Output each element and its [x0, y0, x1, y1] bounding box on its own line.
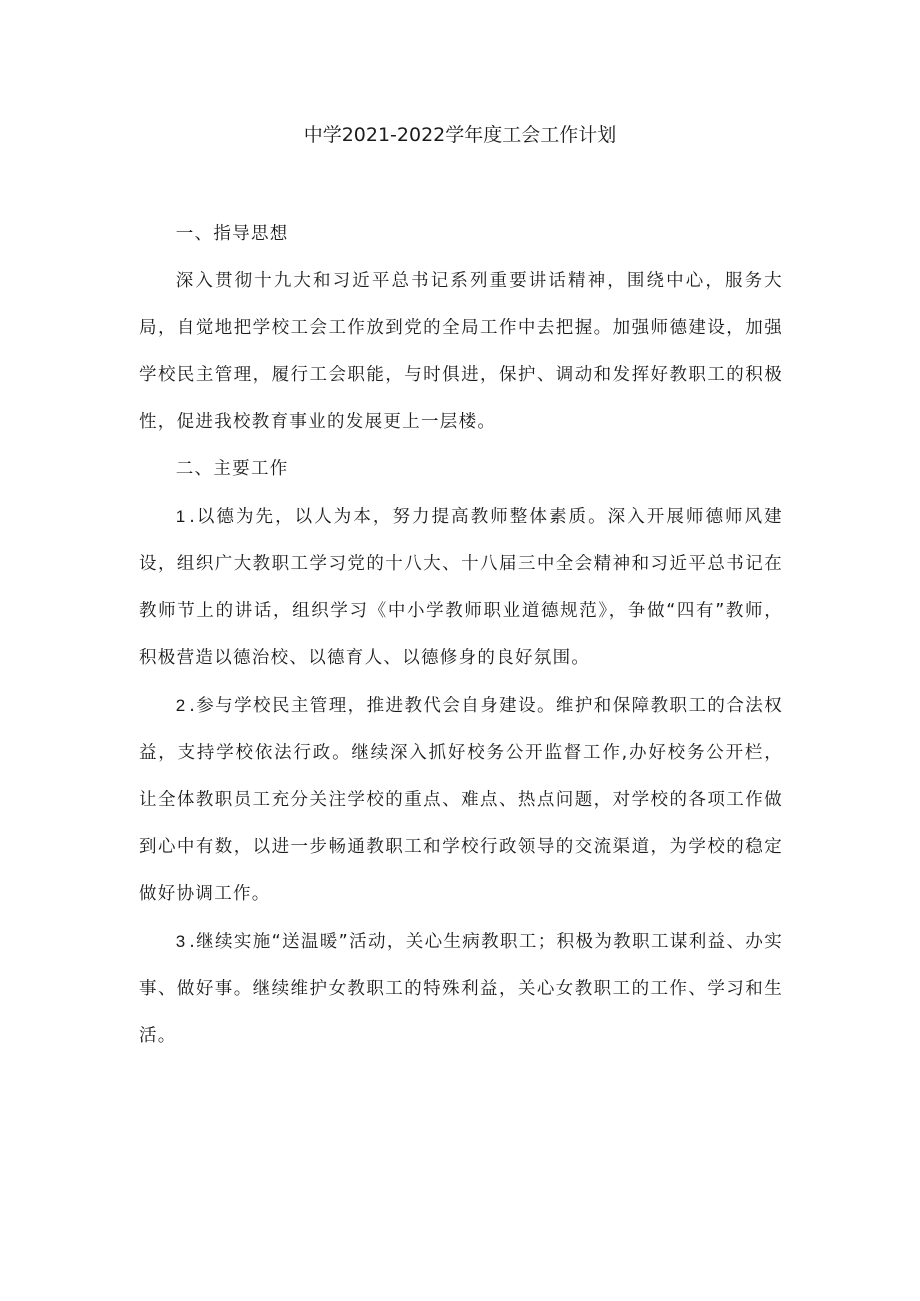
work-item-1	[139, 493, 783, 682]
paragraph-guiding-ideology: 深入贯彻十九大和习近平总书记系列重要讲话精神，围绕中心，服务大局，自觉地把学校工会工作放到党的全局工作中去把握。加强师德建设，加强学校民主管理，履行工会职能，与时俱进，保护、调动和发挥好教职工的积极性，促进我校教育事业的发展更上一层楼。	[139, 271, 783, 432]
section-heading-main-work: 二、主要工作	[175, 459, 289, 479]
work-item-2-text: .参与学校民主管理，推进教代会自身建设。维护和保障教职工的合法权益，支持学校依法行政。继续深入抓好校务公开监督工作,办好校务公开栏，让全体教职员工充分关注学校的重点、难点、热点问题，对学校的各项工作做到心中有数，以进一步畅通教职工和学校行政领导的交流渠道，为学校的稳定做好协调工作。	[139, 696, 783, 904]
document-body	[139, 211, 783, 1060]
work-item-2-number: 2	[175, 696, 186, 715]
work-item-1-number: 1	[175, 507, 186, 526]
section-heading-guiding-ideology: 一、指导思想	[175, 224, 289, 244]
work-item-1-text: .以德为先，以人为本，努力提高教师整体素质。深入开展师德师风建设，组织广大教职工学习党的十八大、十八届三中全会精神和习近平总书记在教师节上的讲话，组织学习《中小学教师职业道德规范》，争做“四有”教师，积极营造以德治校、以德育人、以德修身的良好氛围。	[139, 507, 783, 668]
work-item-3-number: 3	[175, 932, 186, 951]
work-item-2	[139, 682, 783, 918]
work-item-3	[139, 918, 783, 1060]
document-title: 中学2021-2022学年度工会工作计划	[303, 124, 617, 146]
work-item-3-text: .继续实施“送温暖”活动，关心生病教职工；积极为教职工谋利益、办实事、做好事。继续维护女教职工的特殊利益，关心女教职工的工作、学习和生活。	[139, 932, 783, 1046]
